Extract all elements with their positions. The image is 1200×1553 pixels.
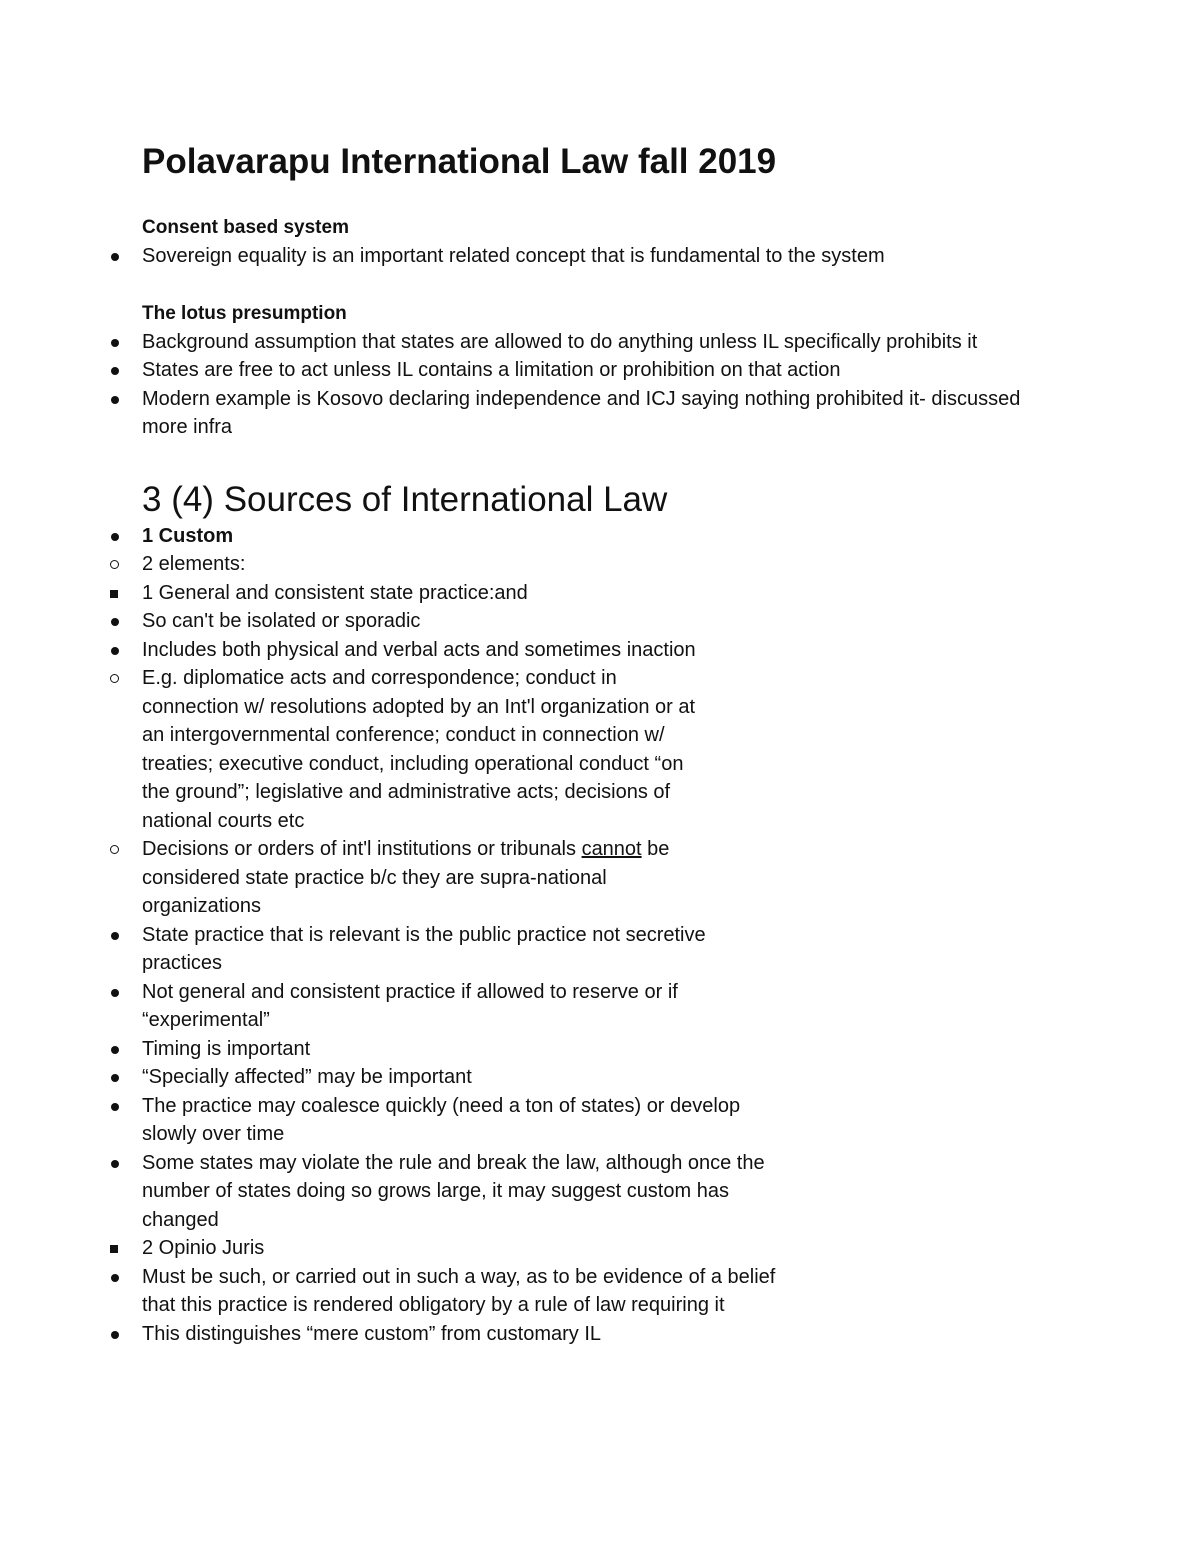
elements-list [142,579,1062,608]
bullet-icon [111,1074,119,1082]
list-item: 2 Opinio Juris [142,1234,1062,1263]
bullet-icon [111,339,119,347]
list-item: The practice may coalesce quickly (need a ton of states) or develop slowly over time [142,1092,782,1149]
practice-sub-list [142,664,707,921]
list-item: Background assumption that states are allowed to do anything unless IL specifically prohibits it [142,328,1062,357]
document-page [142,140,1062,1348]
list-item: So can't be isolated or sporadic [142,607,1062,636]
sources-list [142,522,1062,551]
list-item: Modern example is Kosovo declaring independence and ICJ saying nothing prohibited it- discussed more infra [142,385,1062,442]
lotus-list [142,328,1062,442]
list-item: This distinguishes “mere custom” from customary IL [142,1320,782,1349]
bullet-icon [111,1274,119,1282]
list-item: Some states may violate the rule and break the law, although once the number of states doing so grows large, it may suggest custom has changed [142,1149,782,1235]
bullet-icon [111,647,119,655]
circle-bullet-icon [110,674,119,683]
bullet-icon [111,1160,119,1168]
list-item: 2 elements: [142,550,1062,579]
bullet-icon [111,367,119,375]
list-item: Must be such, or carried out in such a way, as to be evidence of a belief that this practice is rendered obligatory by a rule of law requiring it [142,1263,782,1320]
bullet-icon [111,253,119,261]
list-item: 1 Custom [142,522,1062,551]
practice-list [142,607,1062,664]
circle-bullet-icon [110,560,119,569]
list-item: Includes both physical and verbal acts and sometimes inaction [142,636,1062,665]
elements-list-2 [142,1234,1062,1263]
bullet-icon [111,989,119,997]
circle-bullet-icon [110,845,119,854]
bullet-icon [111,1046,119,1054]
list-item: 1 General and consistent state practice:and [142,579,1062,608]
list-item: States are free to act unless IL contains a limitation or prohibition on that action [142,356,1062,385]
custom-list [142,550,1062,579]
section-heading-lotus: The lotus presumption [142,302,347,324]
list-item: “Specially affected” may be important [142,1063,782,1092]
square-bullet-icon [110,1245,118,1253]
bullet-icon [111,1331,119,1339]
section-heading-consent: Consent based system [142,217,349,238]
list-item: Not general and consistent practice if allowed to reserve or if “experimental” [142,978,782,1035]
list-item: Sovereign equality is an important related concept that is fundamental to the system [142,242,1062,271]
consent-list [142,242,1062,271]
bullet-icon [111,1103,119,1111]
list-item: Timing is important [142,1035,782,1064]
document-title: Polavarapu International Law fall 2019 [142,142,777,181]
bullet-icon [111,932,119,940]
bullet-icon [111,396,119,404]
list-item: Decisions or orders of int'l institutions or tribunals cannot be considered state practice b/c they are supra-national organizations [142,835,707,921]
bullet-icon [111,533,119,541]
opinio-list [142,1263,782,1349]
list-item: E.g. diplomatice acts and correspondence; conduct in connection w/ resolutions adopted by an Int'l organization or at an intergovernmental conference; conduct in connection w/ treaties; executive conduct, including operational conduct “on the ground”; legislative and administrative acts; decisions of national courts etc [142,664,707,835]
practice-more-list [142,921,782,1235]
bullet-icon [111,618,119,626]
list-item: State practice that is relevant is the public practice not secretive practices [142,921,782,978]
section-heading-sources: 3 (4) Sources of International Law [142,479,668,519]
square-bullet-icon [110,590,118,598]
